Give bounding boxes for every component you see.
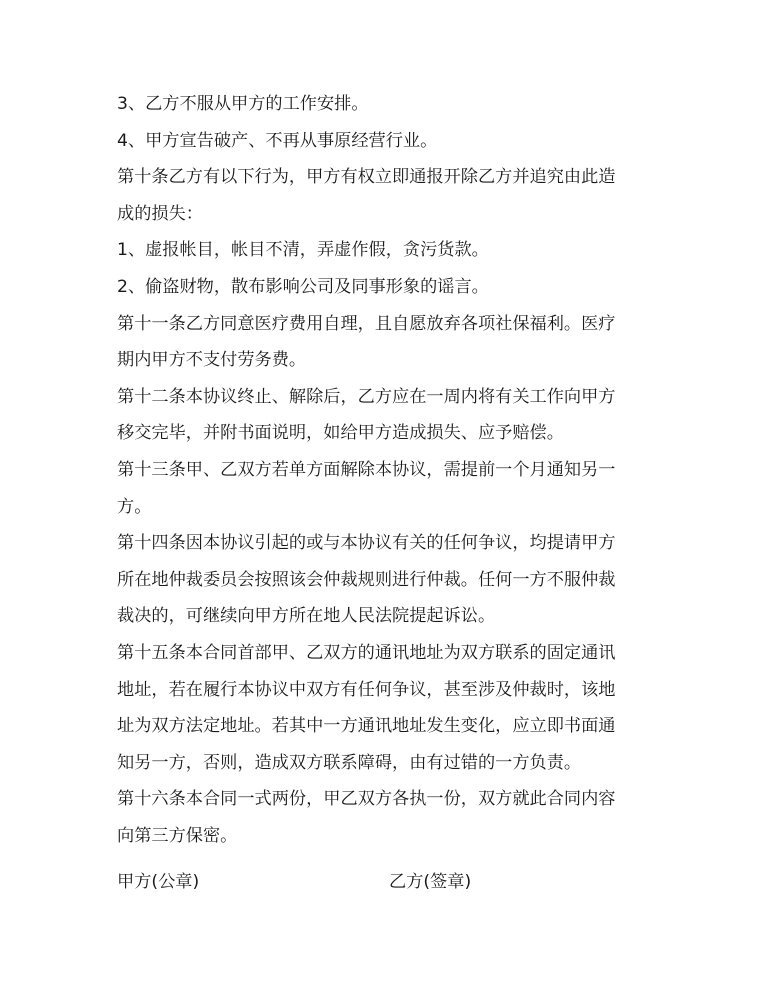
- text-line: 4、甲方宣告破产、不再从事原经营行业。: [117, 130, 438, 151]
- text-line: 地址，若在履行本协议中双方有任何争议，甚至涉及仲裁时，该地: [117, 679, 616, 700]
- party-a-signature-label: 甲方(公章): [117, 872, 200, 892]
- text-line: 1、虚报帐目，帐目不清，弄虚作假，贪污货款。: [117, 240, 489, 261]
- text-line: 第十六条本合同一式两份，甲乙双方各执一份，双方就此合同内容: [117, 789, 616, 810]
- text-line: 知另一方，否则，造成双方联系障碍，由有过错的一方负责。: [117, 752, 582, 773]
- text-line: 第十四条因本协议引起的或与本协议有关的任何争议，均提请甲方: [117, 533, 616, 554]
- text-line: 第十一条乙方同意医疗费用自理，且自愿放弃各项社保福利。医疗: [117, 313, 616, 334]
- text-line: 移交完毕，并附书面说明，如给甲方造成损失、应予赔偿。: [117, 423, 564, 444]
- text-line: 所在地仲裁委员会按照该会仲裁规则进行仲裁。任何一方不服仲裁: [117, 569, 616, 590]
- text-line: 第十三条甲、乙双方若单方面解除本协议，需提前一个月通知另一: [117, 459, 616, 480]
- text-line: 第十条乙方有以下行为，甲方有权立即通报开除乙方并追究由此造: [117, 167, 616, 188]
- text-line: 向第三方保密。: [117, 825, 238, 846]
- party-b-signature-label: 乙方(签章): [389, 872, 472, 892]
- text-line: 址为双方法定地址。若其中一方通讯地址发生变化，应立即书面通: [117, 716, 616, 737]
- text-line: 第十五条本合同首部甲、乙双方的通讯地址为双方联系的固定通讯: [117, 642, 616, 663]
- text-line: 成的损失：: [117, 203, 203, 224]
- text-line: 2、偷盗财物，散布影响公司及同事形象的谣言。: [117, 276, 489, 297]
- text-line: 方。: [117, 496, 152, 517]
- contract-body: [117, 86, 647, 854]
- signature-row: [117, 864, 647, 901]
- text-line: 裁决的，可继续向甲方所在地人民法院提起诉讼。: [117, 606, 496, 627]
- text-line: 期内甲方不支付劳务费。: [117, 350, 307, 371]
- text-line: 第十二条本协议终止、解除后，乙方应在一周内将有关工作向甲方: [117, 386, 616, 407]
- text-line: 3、乙方不服从甲方的工作安排。: [117, 94, 369, 114]
